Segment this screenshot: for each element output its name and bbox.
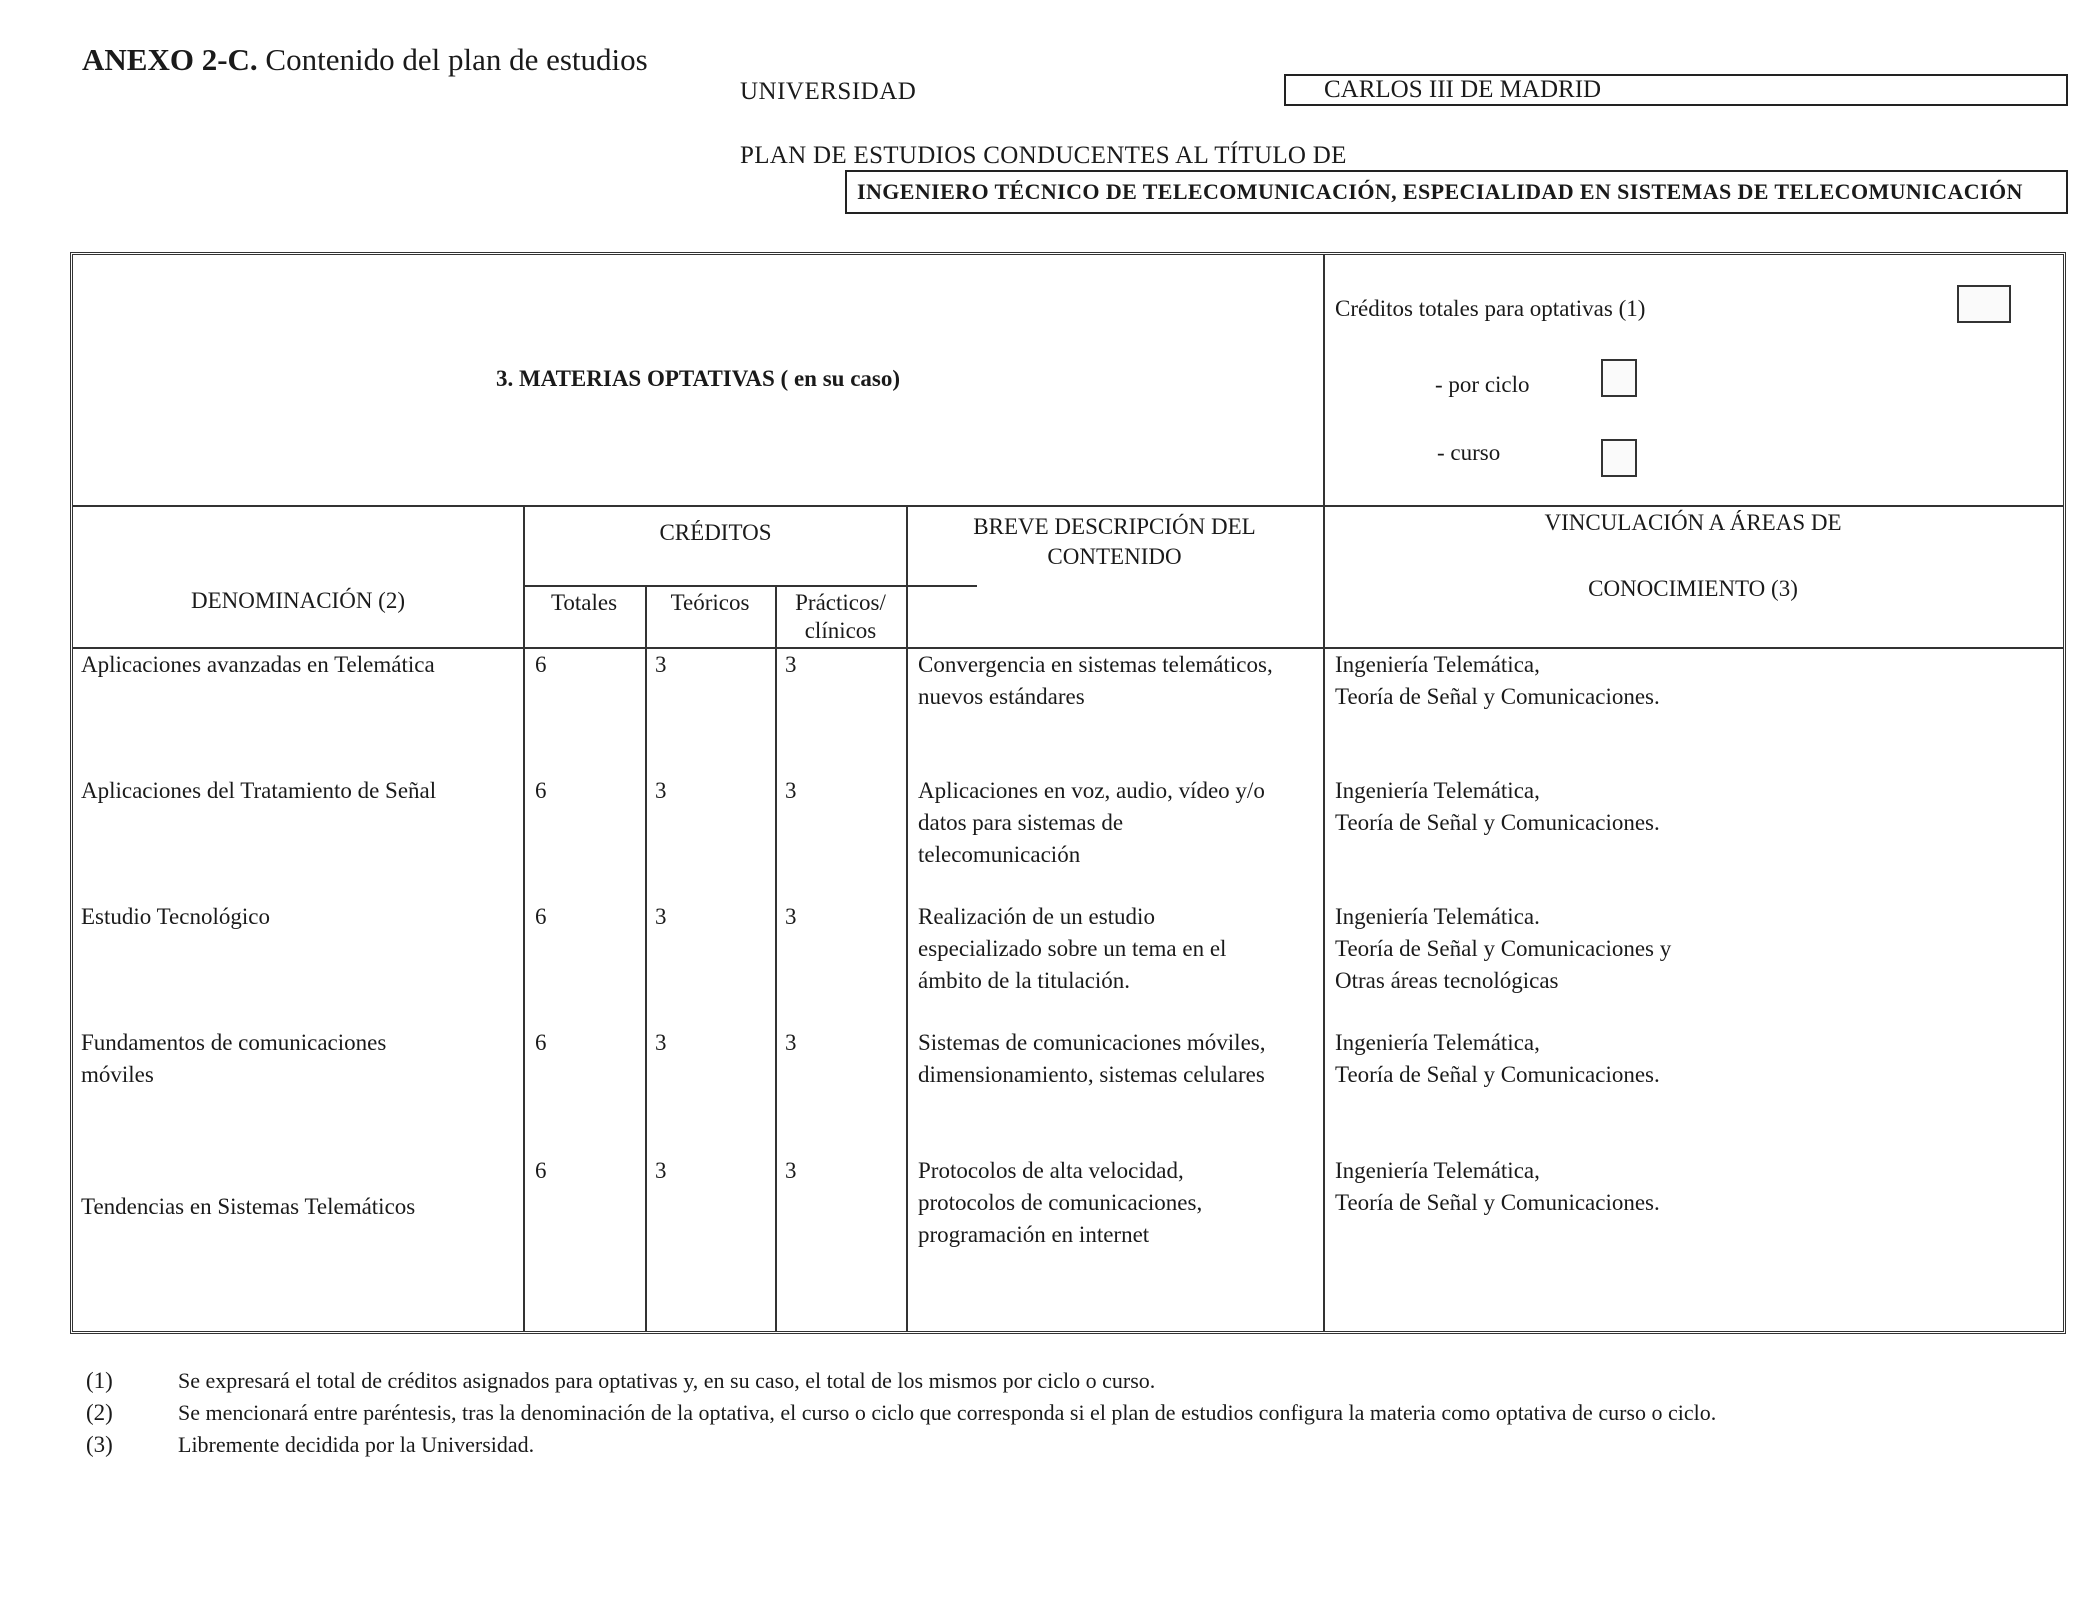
credits-practice: 3 <box>785 1030 797 1055</box>
header-descripcion: BREVE DESCRIPCIÓN DEL <box>973 514 1256 539</box>
credits-total-label: Créditos totales para optativas (1) <box>1335 296 1646 321</box>
content-description: Sistemas de comunicaciones móviles, <box>918 1030 1266 1055</box>
header-teoricos: Teóricos <box>670 590 750 615</box>
content-description: nuevos estándares <box>918 684 1085 709</box>
credits-total: 6 <box>535 778 547 803</box>
credits-theory: 3 <box>655 1030 667 1055</box>
header-totales: Totales <box>550 590 618 615</box>
credits-theory: 3 <box>655 904 667 929</box>
subject-name: Tendencias en Sistemas Telemáticos <box>81 1194 416 1219</box>
divider <box>645 585 647 1331</box>
plan-label: PLAN DE ESTUDIOS CONDUCENTES AL TÍTULO DE <box>740 142 1347 169</box>
knowledge-area: Ingeniería Telemática, <box>1335 652 1540 677</box>
credits-practice: 3 <box>785 652 797 677</box>
knowledge-area: Otras áreas tecnológicas <box>1335 968 1559 993</box>
content-description: programación en internet <box>918 1222 1150 1247</box>
knowledge-area: Ingeniería Telemática. <box>1335 904 1540 929</box>
footnote-text: Se mencionará entre paréntesis, tras la denominación de la optativa, el curso o ciclo que corresponda si el plan de estudios configura la materia como optativa de curso o ciclo. <box>178 1400 1717 1425</box>
per-course-box <box>1601 439 1637 477</box>
subject-name: Aplicaciones del Tratamiento de Señal <box>81 778 437 803</box>
subject-name: móviles <box>81 1062 154 1087</box>
divider <box>1323 255 1325 1331</box>
credits-theory: 3 <box>655 1158 667 1183</box>
footnote-number: (1) <box>86 1368 113 1393</box>
credits-total: 6 <box>535 1030 547 1055</box>
credits-practice: 3 <box>785 1158 797 1183</box>
footnote-number: (2) <box>86 1400 113 1425</box>
divider <box>775 585 777 1331</box>
credits-theory: 3 <box>655 652 667 677</box>
credits-total: 6 <box>535 904 547 929</box>
university-label: UNIVERSIDAD <box>740 78 917 105</box>
header-vinculacion: VINCULACIÓN A ÁREAS DE <box>1544 510 1842 535</box>
credits-practice: 3 <box>785 904 797 929</box>
content-description: Realización de un estudio <box>918 904 1155 929</box>
divider <box>523 505 525 1331</box>
knowledge-area: Teoría de Señal y Comunicaciones. <box>1335 684 1660 709</box>
subject-name: Aplicaciones avanzadas en Telemática <box>81 652 435 677</box>
header-practicos: Prácticos/ <box>795 590 886 615</box>
footnote-text: Se expresará el total de créditos asignados para optativas y, en su caso, el total de los mismos por ciclo o curso. <box>178 1368 1156 1393</box>
credits-theory: 3 <box>655 778 667 803</box>
footnote-text: Libremente decidida por la Universidad. <box>178 1432 535 1457</box>
header-clinicos: clínicos <box>804 618 877 643</box>
subject-name: Estudio Tecnológico <box>81 904 270 929</box>
annex-heading <box>82 42 648 78</box>
per-cycle-box <box>1601 359 1637 397</box>
content-description: Convergencia en sistemas telemáticos, <box>918 652 1273 677</box>
subject-name: Fundamentos de comunicaciones <box>81 1030 387 1055</box>
content-description: dimensionamiento, sistemas celulares <box>918 1062 1265 1087</box>
knowledge-area: Ingeniería Telemática, <box>1335 1158 1540 1183</box>
per-course-label: - curso <box>1437 440 1501 465</box>
content-description: especializado sobre un tema en el <box>918 936 1227 961</box>
content-description: protocolos de comunicaciones, <box>918 1190 1203 1215</box>
content-description: ámbito de la titulación. <box>918 968 1131 993</box>
header-contenido: CONTENIDO <box>1047 544 1182 569</box>
content-description: Aplicaciones en voz, audio, vídeo y/o <box>918 778 1265 803</box>
knowledge-area: Teoría de Señal y Comunicaciones y <box>1335 936 1672 961</box>
header-denominacion: DENOMINACIÓN (2) <box>191 588 405 613</box>
divider <box>906 505 908 1331</box>
knowledge-area: Ingeniería Telemática, <box>1335 1030 1540 1055</box>
credits-total: 6 <box>535 652 547 677</box>
knowledge-area: Teoría de Señal y Comunicaciones. <box>1335 1190 1660 1215</box>
knowledge-area: Teoría de Señal y Comunicaciones. <box>1335 1062 1660 1087</box>
credits-total-box <box>1957 285 2011 323</box>
per-cycle-label: - por ciclo <box>1435 372 1530 397</box>
header-creditos: CRÉDITOS <box>659 520 772 545</box>
content-description: telecomunicación <box>918 842 1081 867</box>
credits-total: 6 <box>535 1158 547 1183</box>
section-title: 3. MATERIAS OPTATIVAS ( en su caso) <box>495 366 901 391</box>
credits-practice: 3 <box>785 778 797 803</box>
annex-title: Contenido del plan de estudios <box>265 42 648 77</box>
optional-subjects-table <box>70 252 2066 1334</box>
content-description: Protocolos de alta velocidad, <box>918 1158 1184 1183</box>
annex-label: ANEXO 2-C. <box>82 42 258 77</box>
header-conocimiento: CONOCIMIENTO (3) <box>1588 576 1798 601</box>
knowledge-area: Ingeniería Telemática, <box>1335 778 1540 803</box>
knowledge-area: Teoría de Señal y Comunicaciones. <box>1335 810 1660 835</box>
university-name-box: CARLOS III DE MADRID <box>1284 74 2068 106</box>
footnote-number: (3) <box>86 1432 113 1457</box>
content-description: datos para sistemas de <box>918 810 1124 835</box>
degree-name-box: INGENIERO TÉCNICO DE TELECOMUNICACIÓN, ESPECIALIDAD EN SISTEMAS DE TELECOMUNICACIÓN <box>845 170 2068 214</box>
